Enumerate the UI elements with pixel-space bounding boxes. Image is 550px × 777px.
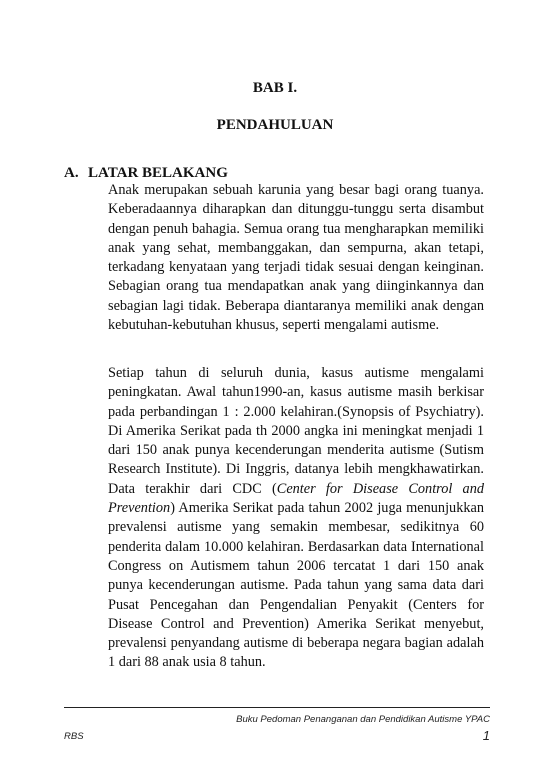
paragraph-2-italic: Center for Disease Control and Prevention bbox=[108, 480, 484, 517]
section-heading bbox=[64, 165, 228, 182]
paragraph-2 bbox=[108, 364, 484, 673]
chapter-number: BAB I. bbox=[252, 80, 298, 96]
footer-book-title: Buku Pedoman Penanganan dan Pendidikan Autisme YPAC bbox=[236, 714, 490, 725]
section-number: A. bbox=[64, 165, 79, 181]
footer-initials: RBS bbox=[64, 731, 84, 742]
paragraph-2-text-b: ) Amerika Serikat pada tahun 2002 juga menunjukkan prevalensi autisme yang semakin membesar, sedikitnya 60 penderita dalam 10.000 kelahiran. Berdasarkan data International Congress on Autismem tahun 2006 tercatat 1 dari 150 anak punya kecenderungan autisme. Pada tahun yang sama data dari Pusat Pencegahan dan Pengendalian Penyakit (Centers for Disease Control and Prevention) Amerika Serikat menyebut, prevalensi penyandang autisme di beberapa negara bagian adalah 1 dari 88 anak usia 8 tahun. bbox=[108, 500, 484, 671]
paragraph-1: Anak merupakan sebuah karunia yang besar bagi orang tuanya. Keberadaannya diharapkan dan ditunggu-tunggu serta disambut dengan penuh bahagia. Semua orang tua mengharapkan memiliki anak yang sehat, membanggakan, dan sempurna, akan tetapi, terkadang kenyataan yang terjadi tidak sesuai dengan keinginan. Sebagian orang tua mendapatkan anak yang diinginkannya dan sebagian lagi tidak. Beberapa diantaranya memiliki anak dengan kebutuhan-kebutuhan khusus, seperti mengalami autisme. bbox=[108, 182, 484, 334]
footer-divider bbox=[64, 707, 490, 708]
paragraph-2-text-a: Setiap tahun di seluruh dunia, kasus autisme mengalami peningkatan. Awal tahun1990-an, kasus autisme masih berkisar pada perbandingan 1 : 2.000 kelahiran.(Synopsis of Psychiatry). Di Amerika Serikat pada th 2000 angka ini meningkat menjadi 1 dari 150 anak punya kecenderungan menderita autisme (Sutism Research Institute). Di Inggris, datanya lebih mengkhawatirkan. Data terakhir dari CDC ( bbox=[108, 365, 484, 497]
chapter-title: PENDAHULUAN bbox=[216, 117, 334, 133]
section-title: LATAR BELAKANG bbox=[88, 165, 228, 181]
page-number: 1 bbox=[482, 728, 490, 743]
